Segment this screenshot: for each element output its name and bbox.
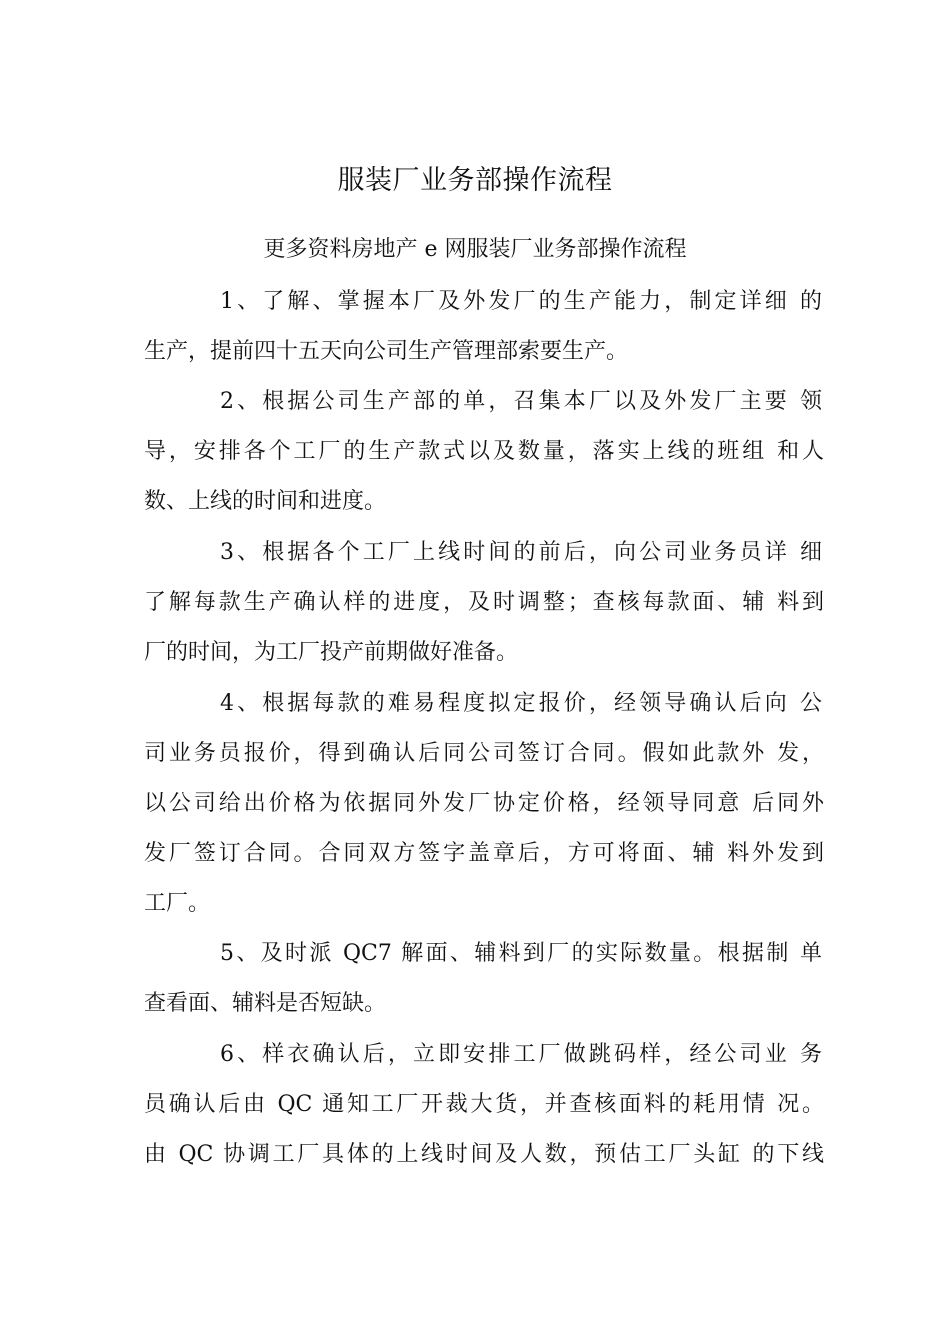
paragraph-line: 4、根据每款的难易程度拟定报价，经领导确认后向 公 [220, 691, 822, 716]
paragraph-line: 6、样衣确认后，立即安排工厂做跳码样，经公司业 务 [220, 1042, 822, 1067]
document-title: 服装厂业务部操作流程 [337, 165, 613, 196]
paragraph-line: 司业务员报价，得到确认后同公司签订合同。假如此款外 发， [144, 741, 824, 766]
paragraph-line: 数、上线的时间和进度。 [144, 489, 387, 514]
paragraph-line: 由 QC 协调工厂具体的上线时间及人数，预估工厂头缸 的下线 [144, 1142, 824, 1167]
paragraph-line: 了解每款生产确认样的进度，及时调整；查核每款面、辅 料到 [144, 590, 824, 615]
paragraph-line: 发厂签订合同。合同双方签字盖章后，方可将面、辅 料外发到 [144, 841, 824, 866]
paragraph-line: 员确认后由 QC 通知工厂开裁大货，并查核面料的耗用情 况。 [144, 1092, 824, 1117]
paragraph-line: 以公司给出价格为依据同外发厂协定价格，经领导同意 后同外 [144, 791, 824, 816]
paragraph-line: 导，安排各个工厂的生产款式以及数量，落实上线的班组 和人 [144, 439, 824, 464]
document-subtitle: 更多资料房地产 e 网服装厂业务部操作流程 [263, 237, 687, 262]
paragraph-line: 1、了解、掌握本厂及外发厂的生产能力，制定详细 的 [220, 289, 822, 314]
paragraph-line: 查看面、辅料是否短缺。 [144, 991, 387, 1016]
paragraph-line: 工厂。 [144, 891, 211, 916]
paragraph-line: 2、根据公司生产部的单，召集本厂以及外发厂主要 领 [220, 389, 822, 414]
paragraph-line: 厂的时间，为工厂投产前期做好准备。 [144, 640, 519, 665]
paragraph-line: 生产，提前四十五天向公司生产管理部索要生产。 [144, 339, 629, 364]
paragraph-line: 5、及时派 QC7 解面、辅料到厂的实际数量。根据制 单 [220, 941, 822, 966]
paragraph-line: 3、根据各个工厂上线时间的前后，向公司业务员详 细 [220, 540, 822, 565]
